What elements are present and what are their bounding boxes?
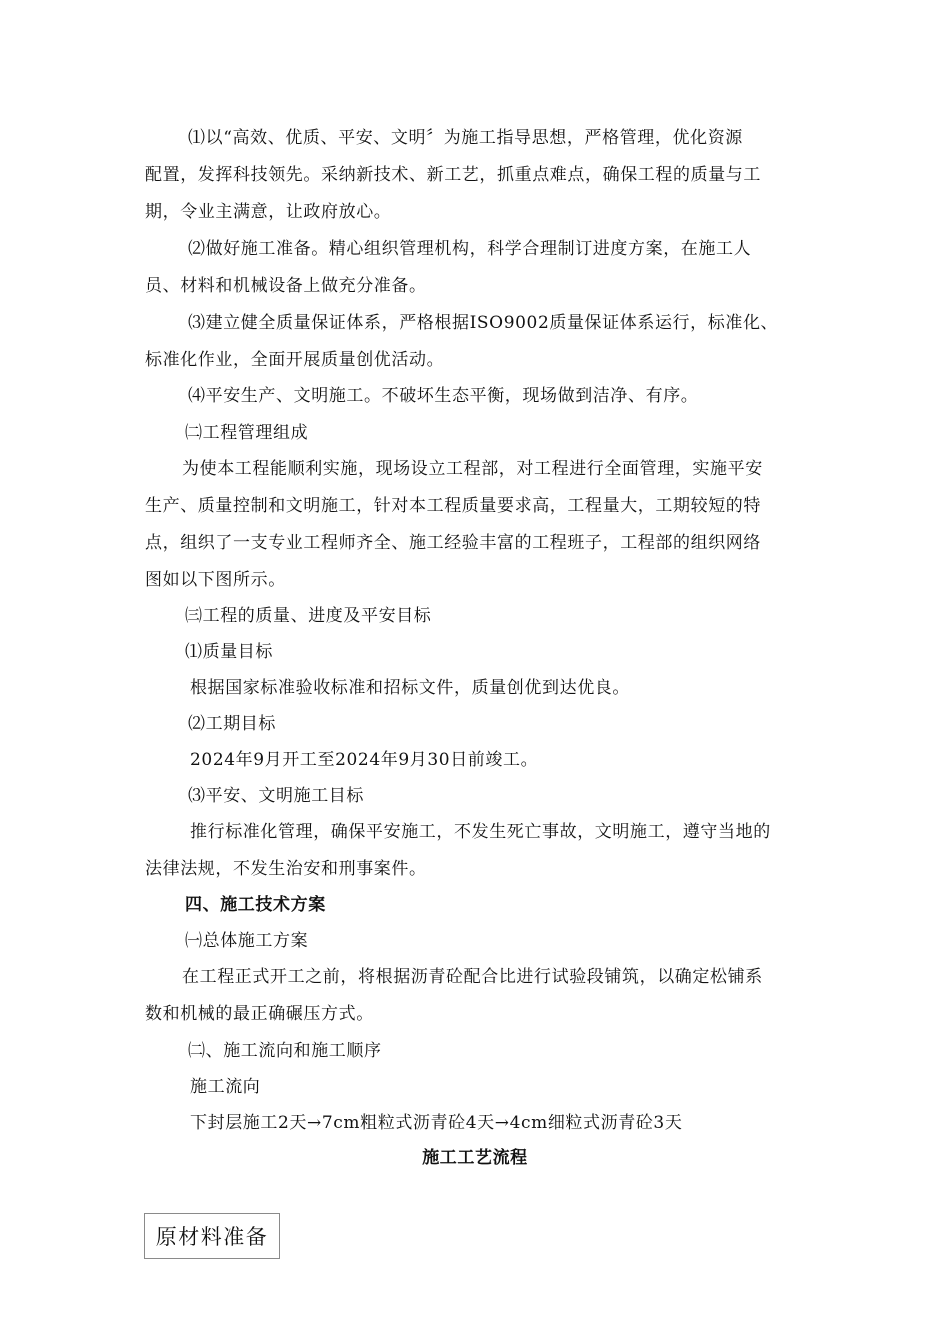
objective-2-line-2: 员、材料和机械设备上做充分准备。: [145, 276, 427, 296]
schedule-goal-text: 2024年9月开工至2024年9月30日前竣工。: [190, 750, 539, 770]
management-para-line-1: 为使本工程能顺利实施，现场设立工程部，对工程进行全面管理，实施平安: [182, 459, 763, 479]
section-4-heading: 四、施工技术方案: [185, 895, 326, 915]
flow-label: 施工流向: [190, 1077, 261, 1097]
quality-goal-heading: ⑴质量目标: [185, 642, 273, 662]
management-para-line-4: 图如以下图所示。: [145, 570, 286, 590]
schedule-goal-heading: ⑵工期目标: [188, 714, 276, 734]
overall-plan-heading: ㈠总体施工方案: [185, 931, 309, 951]
overall-plan-text-line-1: 在工程正式开工之前，将根据沥青砼配合比进行试验段铺筑，以确定松铺系: [182, 967, 763, 987]
overall-plan-text-line-2: 数和机械的最正确碾压方式。: [145, 1004, 374, 1024]
process-title: 施工工艺流程: [422, 1148, 528, 1168]
objective-1-line-1: ⑴以“高效、优质、平安、文明〞为施工指导思想，严格管理，优化资源: [188, 128, 743, 148]
objective-3-line-2: 标准化作业，全面开展质量创优活动。: [145, 350, 445, 370]
safety-goal-text-line-1: 推行标准化管理，确保平安施工，不发生死亡事故，文明施工，遵守当地的: [190, 822, 771, 842]
safety-goal-text-line-2: 法律法规，不发生治安和刑事案件。: [145, 859, 427, 879]
flow-heading: ㈡、施工流向和施工顺序: [188, 1041, 382, 1061]
quality-goal-text: 根据国家标准验收标准和招标文件，质量创优到达优良。: [190, 678, 630, 698]
management-heading: ㈡工程管理组成: [185, 423, 309, 443]
goals-heading: ㈢工程的质量、进度及平安目标: [185, 606, 432, 626]
objective-3-line-1: ⑶建立健全质量保证体系，严格根据ISO9002质量保证体系运行，标准化、: [188, 313, 779, 333]
management-para-line-3: 点，组织了一支专业工程师齐全、施工经验丰富的工程班子，工程部的组织网络: [145, 533, 761, 553]
objective-2-line-1: ⑵做好施工准备。精心组织管理机构，科学合理制订进度方案，在施工人: [188, 239, 752, 259]
flow-step-raw-material: [144, 1213, 280, 1259]
management-para-line-2: 生产、质量控制和文明施工，针对本工程质量要求高，工程量大，工期较短的特: [145, 496, 761, 516]
flow-text: 下封层施工2天→7cm粗粒式沥青砼4天→4cm细粒式沥青砼3天: [190, 1113, 683, 1133]
flow-step-label: 原材料准备: [155, 1225, 269, 1249]
safety-goal-heading: ⑶平安、文明施工目标: [188, 786, 364, 806]
objective-1-line-3: 期，令业主满意，让政府放心。: [145, 202, 392, 222]
objective-1-line-2: 配置，发挥科技领先。采纳新技术、新工艺，抓重点难点，确保工程的质量与工: [145, 165, 761, 185]
objective-4: ⑷平安生产、文明施工。不破坏生态平衡，现场做到洁净、有序。: [188, 386, 699, 406]
